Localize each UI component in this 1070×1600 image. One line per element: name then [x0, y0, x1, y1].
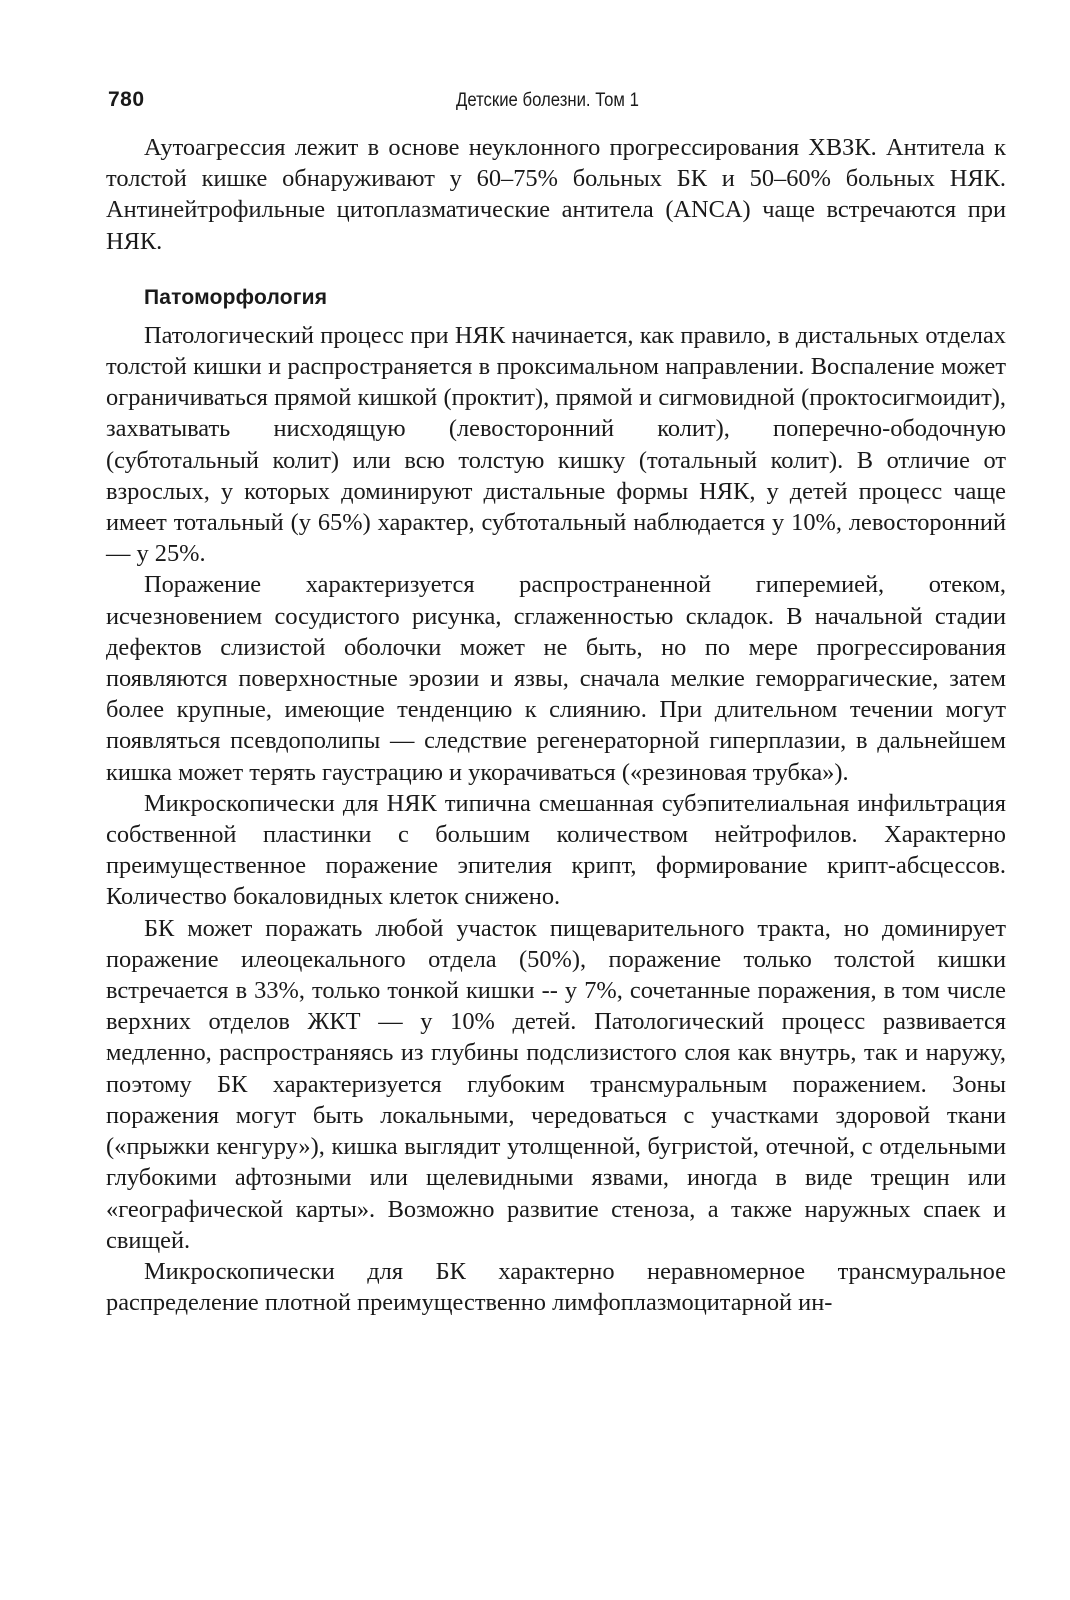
paragraph-nyak-microscopy: Микроскопически для НЯК типична смешанная субэпителиальная инфильтрация собственной пластинки с большим количеством нейтрофилов. Характерно преимущественное поражение эпителия крипт, формирование крипт-абсцессов. Количество бокаловидных клеток снижено.: [106, 789, 1006, 911]
book-page: [106, 88, 1006, 1318]
paragraph-nyak-process: Патологический процесс при НЯК начинается, как правило, в дистальных отделах толстой кишки и распространяется в проксимальном направлении. Воспаление может ограничиваться прямой кишкой (проктит), прямой и сигмовидной (проктосигмоидит), захватывать нисходящую (левосторонний колит), поперечно-ободочную (субтотальный колит) или всю толстую кишку (тотальный колит). В отличие от взрослых, у которых доминируют дистальные формы НЯК, у детей процесс чаще имеет тотальный (у 65%) характер, субтотальный наблюдается у 10%, левосторонний — у 25%.: [106, 321, 1006, 568]
paragraph-bk-process: БК может поражать любой участок пищеварительного тракта, но доминирует поражение илеоцекального отдела (50%), поражение только толстой кишки встречается в 33%, только тонкой кишки -- у 7%, сочетанные поражения, в том числе верхних отделов ЖКТ — у 10% детей. Патологический процесс развивается медленно, распространяясь из глубины подслизистого слоя как внутрь, так и наружу, поэтому БК характеризуется глубоким трансмуральным поражением. Зоны поражения могут быть локальными, чередоваться с участками здоровой ткани («прыжки кенгуру»), кишка выглядит утолщенной, бугристой, отечной, с отдельными глубокими афтозными или щелевидными язвами, иногда в виде трещин или «географической карты». Возможно развитие стеноза, а также наружных спаек и свищей.: [106, 914, 1006, 1254]
paragraph-lesion-description: Поражение характеризуется распространенной гиперемией, отеком, исчезновением сосудистого рисунка, сглаженностью складок. В начальной стадии дефектов слизистой оболочки может не быть, но по мере прогрессирования появляются поверхностные эрозии и язвы, сначала мелкие геморрагические, затем более крупные, имеющие тенденцию к слиянию. При длительном течении могут появляться псевдополипы — следствие регенераторной гиперплазии, в дальнейшем кишка может терять гаустрацию и укорачиваться («резиновая трубка»).: [106, 571, 1006, 786]
paragraph-autoaggression: Аутоагрессия лежит в основе неуклонного прогрессирования ХВЗК. Антитела к толстой кишке обнаруживают у 60–75% больных БК и 50–60% больных НЯК. Антинейтрофильные цитоплазматические антитела (ANCA) чаще встречаются при НЯК.: [106, 134, 1006, 255]
section-heading: Патоморфология: [144, 285, 328, 309]
paragraph-bk-microscopy: Микроскопически для БК характерно неравномерное трансмуральное распределение плотной преимущественно лимфоплазмоцитарной ин-: [106, 1257, 1006, 1317]
page-number: 780: [108, 88, 145, 111]
running-head: [106, 88, 1006, 118]
body-text: [106, 132, 1006, 1318]
book-title: Детские болезни. Том 1: [456, 90, 639, 111]
